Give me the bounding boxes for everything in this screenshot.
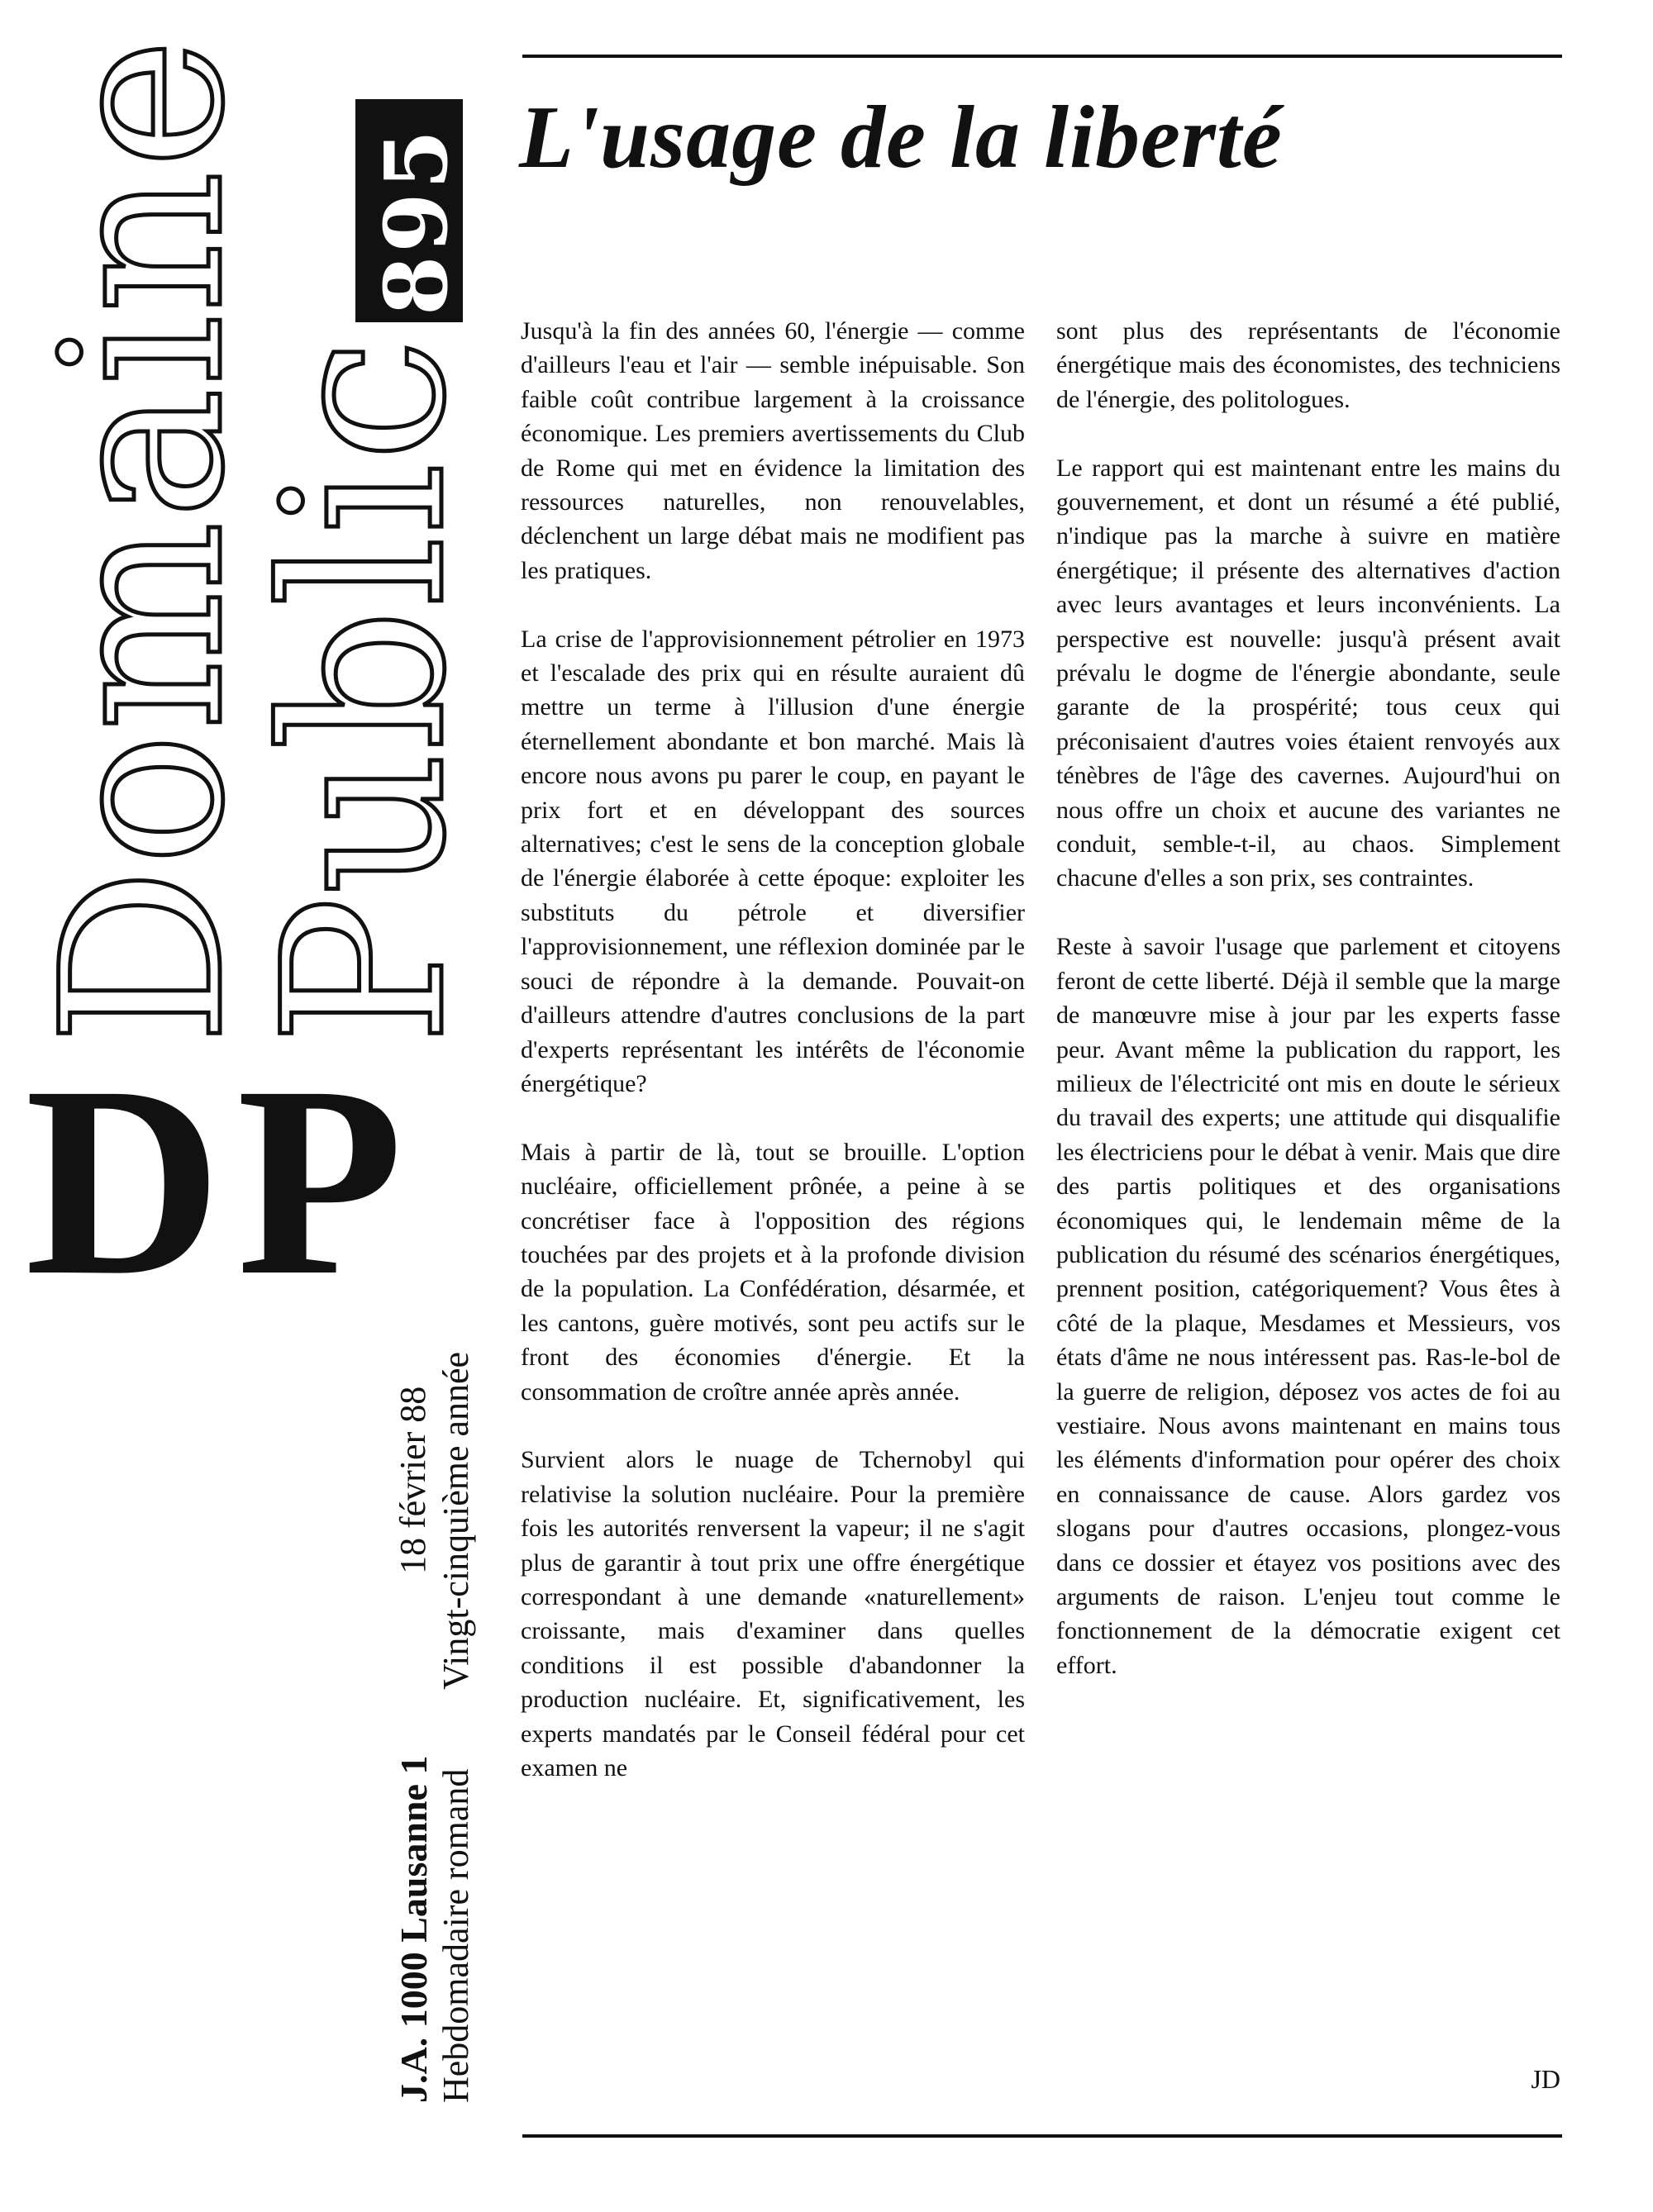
paragraph: sont plus des représentants de l'économie énergétique mais des économistes, des techniciens de l'énergie, des politologues. [1056,317,1560,413]
postal-line: J.A. 1000 Lausanne 1 [393,1755,435,2103]
dp-logo: DP [25,1030,418,1332]
masthead-title-public: Public [236,335,494,1045]
masthead [0,0,496,2212]
paragraph: Jusqu'à la fin des années 60, l'énergie — comme d'ailleurs l'eau et l'air — semble inépuisable. Son faible coût contribue largement à la croissance économique. Les premiers avertissements du Club de Rome qui met en évidence la limitation des ressources naturelles, non renouvelables, déclenchent un large débat mais ne modifient pas les pratiques. [521,317,1025,584]
paragraph: Reste à savoir l'usage que parlement et citoyens feront de cette liberté. Déjà il semble que la marge de manœuvre mise à jour par les experts fasse peur. Avant même la publication du rapport, les milieux de l'électricité ont mis en doute le sérieux du travail des experts; une attitude qui disqualifie les électriciens pour le débat à venir. Mais que dire des partis politiques et des organisations économiques qui, le lendemain même de la publication du résumé des scénarios énergétiques, prennent position, catégoriquement? Vous êtes à côté de la plaque, Mesdames et Messieurs, vos états d'âme ne nous intéressent pas. Ras-le-bol de la guerre de religion, déposez vos actes de foi au vestiaire. Nous avons maintenant en mains tous les éléments d'information pour opérer des choix en connaissance de cause. Alors gardez vos slogans pour d'autres occasions, plongez-vous dans ce dossier et étayez vos positions avec des arguments de raison. L'enjeu tout comme le fonctionnement de la démocratie exigent cet effort. [1056,933,1560,1679]
author-signature: JD [1531,2064,1560,2094]
issue-number: 895 [365,126,467,316]
paragraph: La crise de l'approvisionnement pétrolier en 1973 et l'escalade des prix qui en résulte auraient dû mettre un terme à l'illusion d'une énergie éternellement abondante et bon marché. Mais là encore nous avons pu parer le coup, en payant le prix fort et en développant des sources alternatives; c'est le sens de la conception globale de l'énergie élaborée à cette époque: exploiter les substituts du pétrole et diversifier l'approvisionnement, une réflexion dominée par le souci de répondre à la demande. Pouvait-on d'ailleurs attendre d'autres conclusions de la part d'experts représentant les intérêts de l'économie énergétique? [521,625,1025,1097]
top-rule [522,55,1562,58]
article-left-column [521,314,1025,1820]
article-headline: L'usage de la liberté [519,88,1283,187]
bottom-rule [522,2134,1562,2138]
paragraph: Le rapport qui est maintenant entre les mains du gouvernement, et dont un résumé a été publié, n'indique pas la marche à suivre en matière énergétique; il présente des alternatives d'action avec leurs avantages et leurs inconvénients. La perspective est nouvelle: jusqu'à présent avait prévalu le dogme de l'énergie abondante, seule garante de la prospérité; tous ceux qui préconisaient d'autres voies étaient renvoyés aux ténèbres de l'âge des cavernes. Aujourd'hui on nous offre un choix et aucune des variantes ne conduit, semble-t-il, au chaos. Simplement chacune d'elles a son prix, ses contraintes. [1056,454,1560,892]
periodicity: Hebdomadaire romand [436,1768,476,2103]
publication-year: Vingt-cinquième année [436,1351,476,1690]
article-right-column [1056,314,1560,1717]
paragraph: Mais à partir de là, tout se brouille. L'option nucléaire, officiellement prônée, a peine à se concrétiser face à l'opposition des régions touchées par des projets et à la profonde division de la population. La Confédération, désarmée, et les cantons, guère motivés, sont peu actifs sur le front des économies d'énergie. Et la consommation de croître année après année. [521,1138,1025,1406]
masthead-title-domaine: Domaine [15,36,273,1045]
paragraph: Survient alors le nuage de Tchernobyl qui relativise la solution nucléaire. Pour la première fois les autorités renversent la vapeur; il ne s'agit plus de garantir à tout prix une offre énergétique correspondant à une demande «naturellement» croissante, mais d'examiner dans quelles conditions il est possible d'abandonner la production nucléaire. Et, significativement, les experts mandatés par le Conseil fédéral pour cet examen ne [521,1446,1025,1782]
issue-date: 18 février 88 [393,1386,433,1574]
